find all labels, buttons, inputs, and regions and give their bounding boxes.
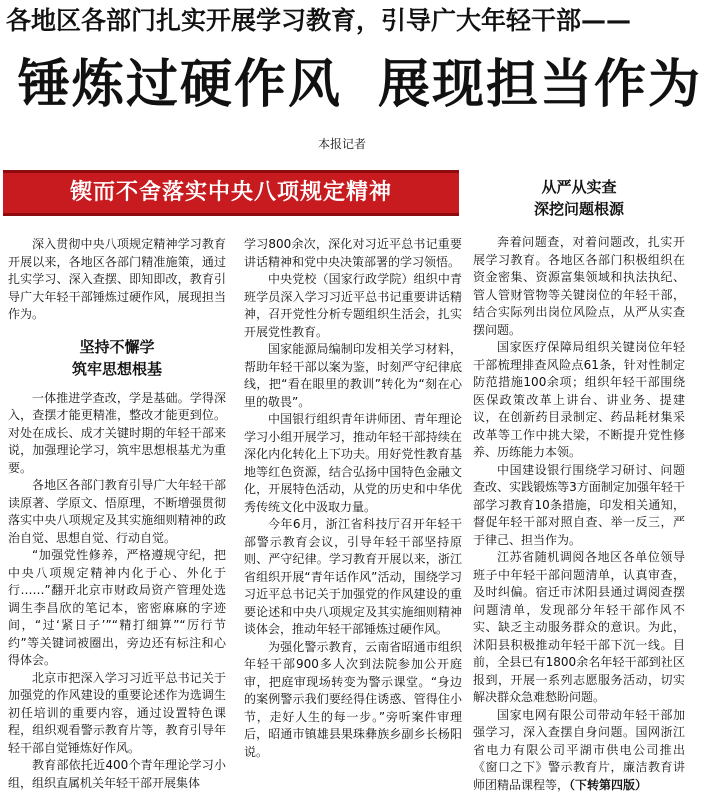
paragraph: 江苏省随机调阅各地区各单位领导班子中年轻干部问题清单，认真审查，及时纠偏。宿迁市沭阳县通过调阅查摆问题清单，发现部分年轻干部作风不实、缺乏主动服务群众的意识。为此，沭阳县积极推动年轻干部下沉一线。目前，全县已有1800余名年轻干部到社区报到，开展一系列志愿服务活动，切实解决群众急难愁盼问题。 (473, 549, 685, 707)
headline-part-1: 锤炼过硬作风 (18, 55, 342, 115)
paragraph: 教育部依托近400个青年理论学习小组，组织直属机关年轻干部开展集体 (8, 757, 226, 792)
paragraph-text: 国家电网有限公司带动年轻干部加强学习，深入查摆自身问题。国网浙江省电力有限公司平湖市供电公司推出《窗口之下》警示教育片，廉洁教育讲师团精品课程等， (473, 708, 685, 792)
column-1 (8, 236, 226, 773)
paragraph: 奔着问题查，对着问题改，扎实开展学习教育。各地区各部门积极组织在资金密集、资源富集领域和执法执纪、管人管财管物等关键岗位的年轻干部，结合实际列出岗位风险点，从严从实查摆问题。 (473, 234, 685, 339)
paragraph: 今年6月，浙江省科技厅召开年轻干部警示教育会议，引导年轻干部坚持原则、严守纪律。学习教育开展以来，浙江省组织开展“青年话作风”活动，围绕学习习近平总书记关于加强党的作风建设的重要论述和中央八项规定及其实施细则精神谈体会，推动年轻干部锤炼过硬作风。 (244, 516, 462, 639)
subhead-1-line-1: 坚持不懈学 (8, 336, 226, 358)
main-headline (0, 52, 690, 118)
continued-jump-link[interactable]: （下转第四版） (569, 778, 647, 792)
paragraph: 国家能源局编制印发相关学习材料，帮助年轻干部以案为鉴，时刻严守纪律底线，把“看在眼里的教训”转化为“刻在心里的敬畏”。 (244, 341, 462, 411)
paragraph: 为强化警示教育，云南省昭通市组织年轻干部900多人次到法院参加公开庭审，把庭审现场转变为警示课堂。“身边的案例警示我们要经得住诱惑、管得住小节，走好人生的每一步。”旁听案件审理后，昭通市镇雄县果珠彝族乡副乡长杨阳说。 (244, 639, 462, 762)
section-banner: 锲而不舍落实中央八项规定精神 (3, 170, 459, 216)
paragraph: 国家医疗保障局组织关键岗位年轻干部梳理排查风险点61条，针对性制定防范措施100余项；组织年轻干部围绕医保政策改革上讲台、讲业务、提建议，在创新药目录制定、药品耗材集采改革等工作中挑大梁，不断提升党性修养、历练能力本领。 (473, 339, 685, 462)
lead-paragraph: 深入贯彻中央八项规定精神学习教育开展以来，各地区各部门精准施策，通过扎实学习、深入查摆、即知即改，教育引导广大年轻干部锤炼过硬作风，展现担当作为。 (8, 236, 226, 324)
paragraph-continued: 学习800余次，深化对习近平总书记重要讲话精神和党中央决策部署的学习领悟。 (244, 236, 462, 271)
paragraph: 北京市把深入学习习近平总书记关于加强党的作风建设的重要论述作为选调生初任培训的重要内容，通过设置特色课程，组织观看警示教育片等，教育引导年轻干部自觉锤炼好作风。 (8, 670, 226, 758)
paragraph: 各地区各部门教育引导广大年轻干部读原著、学原文、悟原理，不断增强贯彻落实中央八项规定及其实施细则精神的政治自觉、思想自觉、行动自觉。 (8, 477, 226, 547)
headline-part-2: 展现担当作为 (378, 55, 702, 115)
byline: 本报记者 (318, 136, 366, 152)
paragraph: 一体推进学查改，学是基础。学得深入，查摆才能更精准，整改才能更到位。对处在成长、成才关键时期的年轻干部来说，加强理论学习，筑牢思想根基尤为重要。 (8, 390, 226, 478)
paragraph (473, 707, 685, 794)
paragraph: 中国银行组织青年讲师团、青年理论学习小组开展学习，推动年轻干部持续在深化内化转化上下功夫。用好党性教育基地等红色资源，结合弘扬中国特色金融文化，开展特色活动，从党的历史和中华优秀传统文化中汲取力量。 (244, 411, 462, 516)
paragraph: 中央党校（国家行政学院）组织中青班学员深入学习习近平总书记重要讲话精神，召开党性分析专题组织生活会，扎实开展党性教育。 (244, 271, 462, 341)
subhead-1 (8, 336, 226, 380)
paragraph: “加强党性修养，严格遵规守纪，把中央八项规定精神内化于心、外化于行……”翻开北京市财政局资产管理处选调生李昌欣的笔记本，密密麻麻的字迹间，“过‘紧日子’”“精打细算”“厉行节约”等关键词被圈出，旁边还有标注和心得体会。 (8, 547, 226, 670)
subhead-2-line-2: 深挖问题根源 (473, 198, 685, 220)
subhead-1-line-2: 筑牢思想根基 (8, 358, 226, 380)
subhead-2-line-1: 从严从实查 (473, 176, 685, 198)
kicker-headline: 各地区各部门扎实开展学习教育，引导广大年轻干部—— (6, 4, 686, 38)
column-3 (473, 176, 685, 773)
subhead-2 (473, 176, 685, 220)
column-2 (244, 236, 462, 773)
paragraph: 中国建设银行围绕学习研讨、问题查改、实践锻炼等3方面制定加强年轻干部学习教育10条措施，印发相关通知，督促年轻干部对照自查、举一反三，严于律己、担当作为。 (473, 462, 685, 550)
